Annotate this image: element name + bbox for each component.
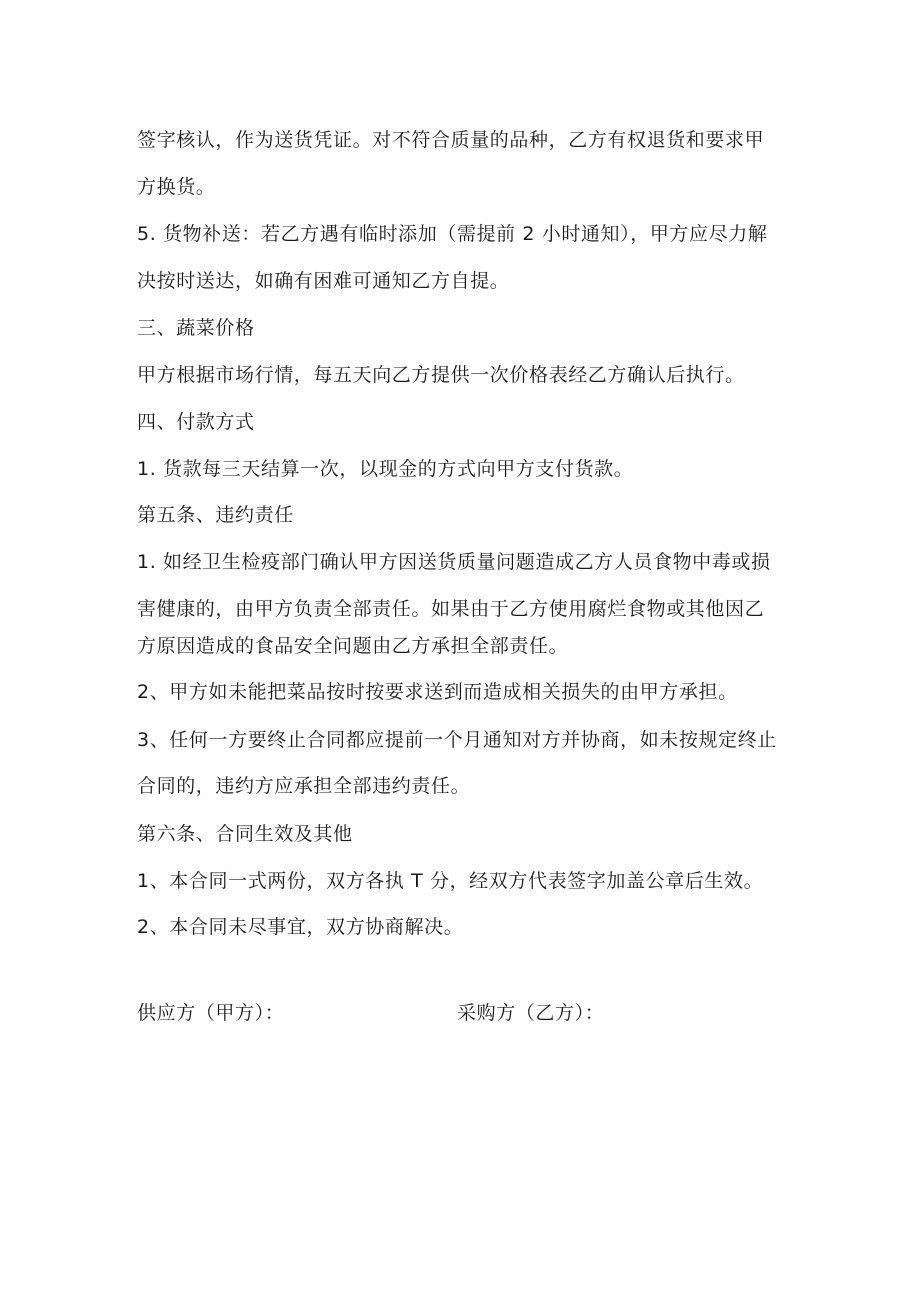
section-heading: 第六条、合同生效及其他	[137, 823, 353, 845]
text-line: 1. 如经卫生检疫部门确认甲方因送货质量问题造成乙方人员食物中毒或损	[137, 551, 771, 573]
text-line: 合同的，违约方应承担全部违约责任。	[137, 775, 471, 797]
supplier-signature-label: 供应方（甲方）：	[137, 1002, 285, 1024]
purchaser-signature-label: 采购方（乙方）：	[457, 1002, 605, 1024]
text-line: 方换货。	[137, 176, 216, 198]
text-line: 2、本合同未尽事宜，双方协商解决。	[137, 916, 464, 938]
text-line: 签字核认，作为送货凭证。对不符合质量的品种，乙方有权退货和要求甲	[137, 129, 765, 151]
text-line: 方原因造成的食品安全问题由乙方承担全部责任。	[137, 635, 569, 657]
text-line: 决按时送达，如确有困难可通知乙方自提。	[137, 270, 510, 292]
text-line: 害健康的，由甲方负责全部责任。如果由于乙方使用腐烂食物或其他因乙	[137, 598, 765, 620]
text-line: 2、甲方如未能把菜品按时按要求送到而造成相关损失的由甲方承担。	[137, 681, 738, 703]
text-line: 1. 货款每三天结算一次，以现金的方式向甲方支付货款。	[137, 458, 634, 480]
text-line: 甲方根据市场行情，每五天向乙方提供一次价格表经乙方确认后执行。	[137, 364, 745, 386]
text-line: 1、本合同一式两份，双方各执 T 分，经双方代表签字加盖公章后生效。	[137, 870, 764, 892]
text-line: 5. 货物补送：若乙方遇有临时添加（需提前 2 小时通知），甲方应尽力解	[137, 223, 768, 245]
text-line: 3、任何一方要终止合同都应提前一个月通知对方并协商，如未按规定终止	[137, 729, 777, 751]
section-heading: 第五条、违约责任	[137, 504, 294, 526]
section-heading: 三、蔬菜价格	[137, 317, 255, 339]
section-heading: 四、付款方式	[137, 411, 255, 433]
